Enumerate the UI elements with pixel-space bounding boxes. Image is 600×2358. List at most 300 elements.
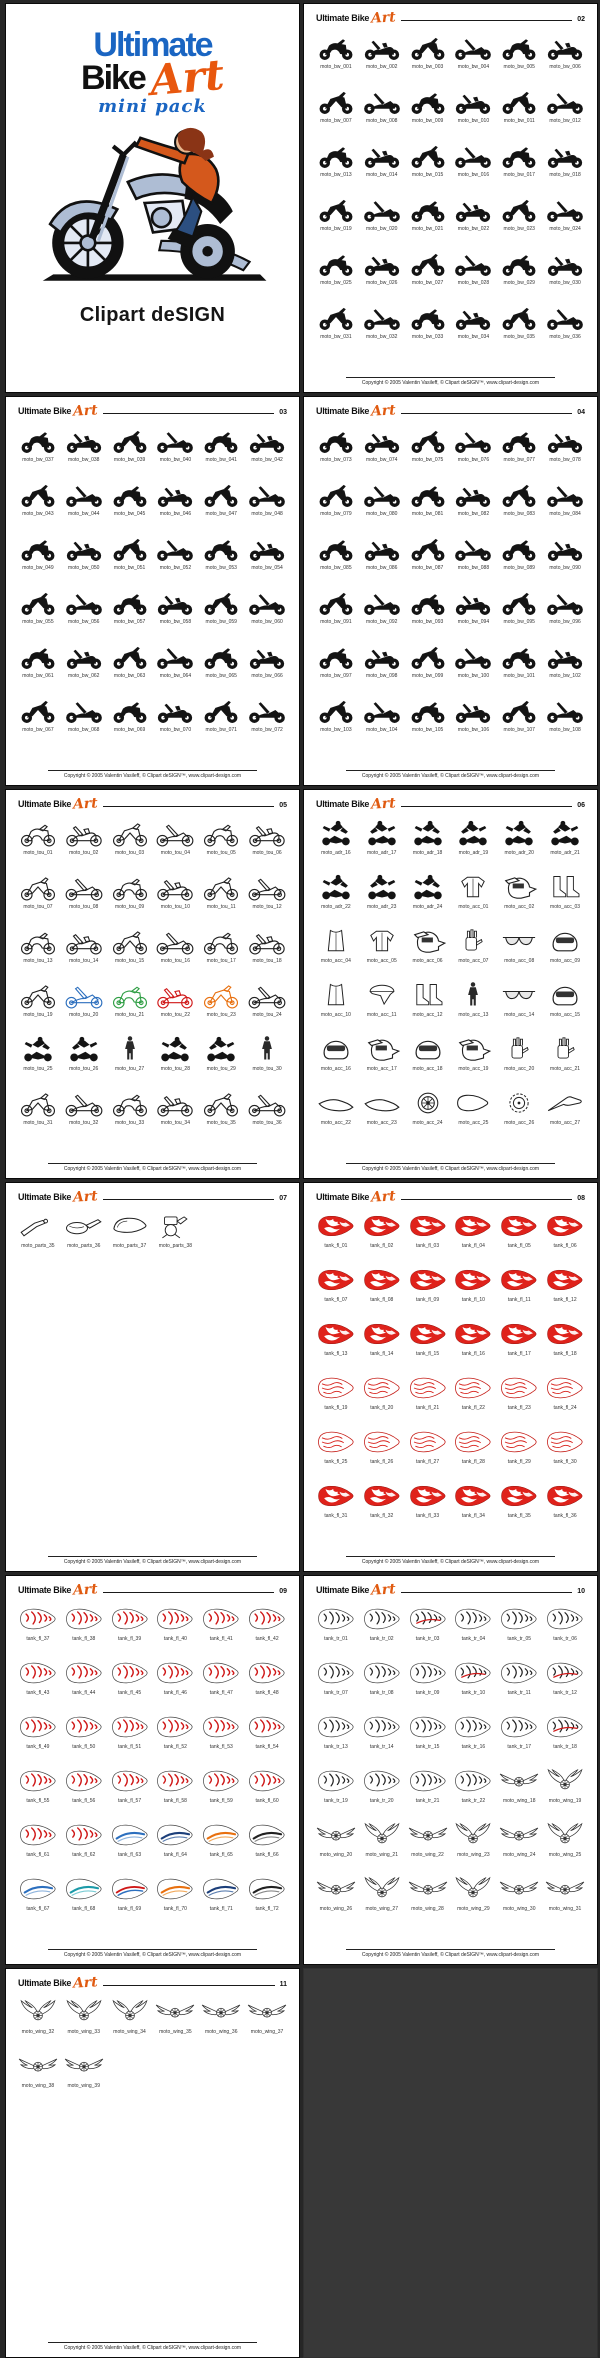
moto-solid-icon [498,533,540,563]
item-cell [497,638,541,692]
item-label: moto_bw_036 [549,334,581,340]
item-label: moto_bw_087 [411,565,444,571]
tank-blue-icon [109,1820,151,1850]
item-cell [360,1424,404,1478]
item-label: moto_bw_023 [503,226,535,232]
wing-icon [17,2051,59,2081]
item-label: moto_bw_075 [411,457,444,463]
page-brand: Ultimate Bike [316,1585,370,1595]
item-label: moto_tou_13 [23,958,53,964]
item-cell [497,191,541,245]
tank-tribal-icon [407,1766,449,1796]
page-header [316,1581,585,1599]
item-cell [497,245,541,299]
item-cell [360,1370,404,1424]
part-lever-icon [17,1211,59,1241]
moto-solid-icon [315,479,357,509]
wing-icon [498,1820,540,1850]
item-cell [62,869,106,923]
item-label: tank_fl_36 [553,1513,577,1519]
tank-tribal-red-icon [544,1712,586,1742]
item-cell [108,422,152,476]
item-cell [406,1478,450,1532]
item-label: tank_fl_62 [72,1852,96,1858]
moto-solid-icon [544,479,586,509]
moto-solid-icon [544,302,586,332]
tank-multi-icon [109,1874,151,1904]
page-04 [303,396,598,786]
item-cell [314,1031,358,1085]
moto-solid-icon [200,587,242,617]
wing2-icon [361,1874,403,1904]
item-cell [62,1085,106,1139]
rider2-icon [452,818,494,848]
wing-icon [407,1874,449,1904]
item-cell [406,191,450,245]
item-cell [16,1709,60,1763]
item-cell [153,584,197,638]
item-cell [108,1031,152,1085]
helmet-icon [544,980,586,1010]
item-cell [497,692,541,746]
item-label: tank_fl_43 [26,1690,50,1696]
item-label: moto_bw_057 [113,619,146,625]
item-cell [451,1424,495,1478]
page-brand-accent: Art [72,1188,99,1206]
item-label: moto_bw_089 [503,565,535,571]
item-label: moto_wing_22 [411,1852,444,1858]
item-cell [406,299,450,353]
item-label: moto_tou_05 [206,850,236,856]
item-grid [6,1202,299,1556]
item-cell [199,1031,243,1085]
item-cell [543,1085,587,1139]
moto-solid-icon [452,140,494,170]
item-cell [62,692,106,746]
item-cell [62,1031,106,1085]
item-cell [360,869,404,923]
item-cell [497,1655,541,1709]
moto-sketch-icon [246,1088,288,1118]
moto-solid-icon [315,194,357,224]
item-cell [406,422,450,476]
item-cell [108,1085,152,1139]
item-cell [314,692,358,746]
item-cell [153,1709,197,1763]
item-label: moto_bw_008 [366,118,398,124]
item-label: moto_wing_29 [457,1906,490,1912]
moto-sketch-icon [200,1088,242,1118]
item-cell [199,977,243,1031]
item-cell [199,923,243,977]
item-label: moto_bw_029 [503,280,535,286]
item-label: moto_adr_20 [504,850,534,856]
item-label: moto_acc_14 [504,1012,535,1018]
page-brand: Ultimate Bike [18,1978,72,1988]
item-cell [108,1994,152,2048]
vest-icon [315,926,357,956]
item-label: moto_acc_18 [412,1066,443,1072]
item-label: moto_bw_086 [366,565,398,571]
figure-icon [246,1034,288,1064]
moto-sketch-icon [17,818,59,848]
item-cell [199,584,243,638]
moto-solid-icon [154,641,196,671]
item-cell [406,692,450,746]
item-cell [16,1085,60,1139]
item-label: moto_tou_17 [206,958,236,964]
item-label: tank_tr_06 [553,1636,577,1642]
flame-outline-icon [544,1427,586,1457]
item-cell [314,584,358,638]
item-cell [199,1709,243,1763]
item-label: tank_fl_13 [324,1351,348,1357]
item-label: tank_fl_29 [507,1459,531,1465]
wing2-icon [452,1820,494,1850]
page-header [316,1188,585,1206]
item-label: moto_bw_024 [549,226,581,232]
item-cell [199,422,243,476]
moto-solid-icon [246,641,288,671]
item-cell [153,1817,197,1871]
item-cell [314,977,358,1031]
item-cell [314,1817,358,1871]
item-label: tank_fl_69 [118,1906,142,1912]
item-label: moto_bw_106 [457,727,490,733]
tank-tribal-icon [315,1658,357,1688]
item-cell [543,1817,587,1871]
item-label: moto_acc_09 [550,958,581,964]
item-cell [245,815,289,869]
item-cell [451,815,495,869]
item-cell [360,1478,404,1532]
flame-solid-icon [361,1211,403,1241]
item-cell [360,137,404,191]
page-brand-accent: Art [370,9,397,27]
moto-solid-icon [498,140,540,170]
flame-solid-icon [544,1319,586,1349]
item-cell [314,815,358,869]
item-label: moto_bw_090 [549,565,581,571]
tank-tribal-icon [315,1766,357,1796]
item-cell [16,584,60,638]
moto-solid-icon [452,587,494,617]
item-label: tank_fl_12 [553,1297,577,1303]
page-brand-accent: Art [370,1188,397,1206]
page-brand-accent: Art [370,1581,397,1599]
item-label: moto_bw_010 [457,118,490,124]
item-cell [451,1208,495,1262]
item-label: moto_acc_19 [458,1066,489,1072]
item-label: moto_adr_16 [321,850,351,856]
item-label: moto_wing_24 [502,1852,536,1858]
item-cell [543,584,587,638]
header-rule [103,1592,274,1593]
item-cell [451,1655,495,1709]
item-label: tank_fl_46 [163,1690,187,1696]
item-cell [153,1655,197,1709]
moto-solid-icon [63,587,105,617]
item-label: moto_tou_06 [252,850,282,856]
item-cell [153,1763,197,1817]
item-cell [62,923,106,977]
item-label: tank_fl_17 [507,1351,531,1357]
item-cell [62,638,106,692]
tank-red-tribal-icon [109,1712,151,1742]
moto-solid-icon [17,479,59,509]
item-cell [314,923,358,977]
item-cell [199,476,243,530]
tank-red-tribal-icon [17,1766,59,1796]
tank-red-tribal-icon [200,1766,242,1796]
header-rule [103,1199,274,1200]
moto-solid-icon [315,302,357,332]
item-label: tank_fl_60 [255,1798,279,1804]
item-label: tank_fl_59 [209,1798,233,1804]
item-label: moto_bw_048 [251,511,283,517]
item-label: tank_fl_55 [26,1798,50,1804]
item-label: tank_tr_08 [369,1690,394,1696]
item-label: tank_fl_08 [370,1297,394,1303]
item-label: moto_bw_056 [68,619,100,625]
item-label: moto_bw_073 [320,457,352,463]
moto-sketch-icon [109,1088,151,1118]
item-label: tank_tr_21 [415,1798,440,1804]
item-cell [62,1709,106,1763]
moto-solid-icon [407,587,449,617]
item-cell [497,1085,541,1139]
page-brand-accent: Art [72,402,99,420]
seat-icon [361,1088,403,1118]
item-cell [153,1601,197,1655]
tank-blue-icon [17,1874,59,1904]
item-cell [314,1208,358,1262]
dark-filler [303,1968,598,2358]
item-label: tank_fl_04 [461,1243,485,1249]
item-cell [245,977,289,1031]
item-label: tank_tr_14 [369,1744,394,1750]
item-cell [62,1655,106,1709]
moto-solid-icon [200,695,242,725]
moto-sketch-icon [63,926,105,956]
item-label: tank_fl_18 [553,1351,577,1357]
page-brand: Ultimate Bike [18,1192,72,1202]
header-rule [401,413,572,414]
item-cell [245,692,289,746]
item-grid [6,1988,299,2342]
page-number: 09 [279,1588,287,1595]
item-label: moto_wing_35 [159,2029,192,2035]
flame-solid-icon [315,1265,357,1295]
item-label: moto_adr_24 [412,904,443,910]
moto-solid-icon [452,248,494,278]
item-label: moto_bw_103 [320,727,352,733]
tank-tribal-icon [315,1712,357,1742]
wing2-icon [452,1874,494,1904]
item-cell [16,530,60,584]
item-cell [108,476,152,530]
item-label: moto_bw_028 [457,280,490,286]
moto-sketch-icon [109,818,151,848]
tank-tribal-icon [361,1766,403,1796]
item-label: tank_tr_02 [369,1636,394,1642]
tank-red-tribal-icon [246,1712,288,1742]
cover-illustration [27,119,279,292]
item-cell [543,29,587,83]
moto-solid-icon [315,32,357,62]
item-label: moto_bw_043 [22,511,54,517]
item-cell [153,1085,197,1139]
item-cell [245,1763,289,1817]
item-label: tank_tr_17 [507,1744,532,1750]
moto-solid-icon [407,32,449,62]
item-label: tank_tr_05 [507,1636,532,1642]
page-number: 06 [577,802,585,809]
page-header [316,402,585,420]
part-fender-icon [109,1211,151,1241]
moto-solid-icon [361,533,403,563]
item-label: tank_fl_26 [370,1459,394,1465]
page-header [316,795,585,813]
item-cell [314,1601,358,1655]
moto-solid-icon [315,425,357,455]
item-cell [497,1262,541,1316]
header-rule [401,806,572,807]
moto-solid-icon [452,194,494,224]
item-cell [360,923,404,977]
item-label: moto_wing_28 [411,1906,444,1912]
item-label: moto_bw_059 [205,619,237,625]
item-label: moto_bw_046 [159,511,192,517]
item-label: tank_fl_25 [324,1459,348,1465]
tank-orange-icon [200,1820,242,1850]
helmet-mx-icon [452,1034,494,1064]
item-label: moto_parts_37 [112,1243,147,1249]
moto-solid-icon [452,695,494,725]
item-label: moto_wing_32 [21,2029,55,2035]
item-label: moto_wing_23 [457,1852,490,1858]
flame-solid-icon [407,1481,449,1511]
item-label: moto_adr_22 [321,904,351,910]
item-cell [406,1601,450,1655]
moto-solid-icon [17,533,59,563]
item-cell [360,1316,404,1370]
bandana-icon [361,980,403,1010]
item-label: tank_tr_04 [461,1636,486,1642]
moto-sketch-icon [17,926,59,956]
item-cell [451,1763,495,1817]
tank-tribal-icon [361,1658,403,1688]
item-cell [16,1655,60,1709]
item-label: tank_fl_22 [461,1405,485,1411]
wing2-icon [544,1766,586,1796]
item-label: moto_parts_36 [67,1243,101,1249]
item-label: moto_bw_080 [366,511,398,517]
flame-solid-icon [407,1319,449,1349]
moto-solid-icon [315,86,357,116]
item-label: moto_adr_18 [412,850,443,856]
tank-red-tribal-icon [109,1658,151,1688]
item-cell [451,83,495,137]
page-brand: Ultimate Bike [316,13,370,23]
item-cell [245,869,289,923]
item-label: moto_bw_026 [366,280,398,286]
moto-solid-icon [407,86,449,116]
item-cell [108,638,152,692]
item-label: tank_tr_07 [324,1690,348,1696]
tank-navy-icon [154,1820,196,1850]
item-cell [497,815,541,869]
item-cell [360,692,404,746]
item-cell [497,530,541,584]
item-label: tank_fl_51 [118,1744,142,1750]
item-cell [406,1031,450,1085]
item-cell [108,869,152,923]
item-cell [108,1817,152,1871]
item-label: tank_fl_01 [324,1243,348,1249]
page-footer: Copyright © 2005 Valentin Vasileff, © Clipart deSIGN™, www.clipart-design.com [346,1163,555,1172]
moto-solid-icon [154,695,196,725]
moto-solid-icon [63,479,105,509]
item-label: moto_bw_019 [320,226,352,232]
item-label: moto_acc_25 [458,1120,489,1126]
moto-solid-icon [200,641,242,671]
item-label: tank_fl_21 [416,1405,440,1411]
flame-outline-icon [361,1427,403,1457]
rider-icon [315,818,357,848]
item-label: moto_bw_066 [251,673,283,679]
flame-solid-icon [498,1319,540,1349]
item-cell [62,530,106,584]
moto-sketch-icon [200,926,242,956]
item-label: tank_fl_06 [553,1243,577,1249]
item-cell [16,1817,60,1871]
item-label: moto_bw_018 [549,172,581,178]
moto-solid-icon [361,479,403,509]
item-cell [360,584,404,638]
tank-red-tribal-icon [246,1604,288,1634]
item-cell [406,1763,450,1817]
moto-solid-icon [407,533,449,563]
moto-sketch-icon [200,872,242,902]
header-rule [401,20,572,21]
moto-solid-icon [315,533,357,563]
item-cell [314,1370,358,1424]
item-cell [543,476,587,530]
item-cell [62,1763,106,1817]
item-label: moto_bw_042 [251,457,283,463]
item-cell [245,1817,289,1871]
item-label: moto_wing_21 [365,1852,398,1858]
item-cell [199,1994,243,2048]
item-label: moto_wing_33 [67,2029,100,2035]
moto-solid-icon [246,695,288,725]
flame-outline-icon [498,1373,540,1403]
item-label: moto_wing_30 [502,1906,536,1912]
item-cell [497,869,541,923]
moto-solid-icon [63,695,105,725]
moto-solid-icon [63,425,105,455]
item-cell [108,1655,152,1709]
item-cell [451,1709,495,1763]
flame-outline-icon [452,1373,494,1403]
tank-black-icon [246,1820,288,1850]
item-label: tank_fl_45 [118,1690,142,1696]
tank-red-tribal-icon [109,1604,151,1634]
item-cell [314,1262,358,1316]
moto-solid-icon [154,587,196,617]
item-cell [314,191,358,245]
